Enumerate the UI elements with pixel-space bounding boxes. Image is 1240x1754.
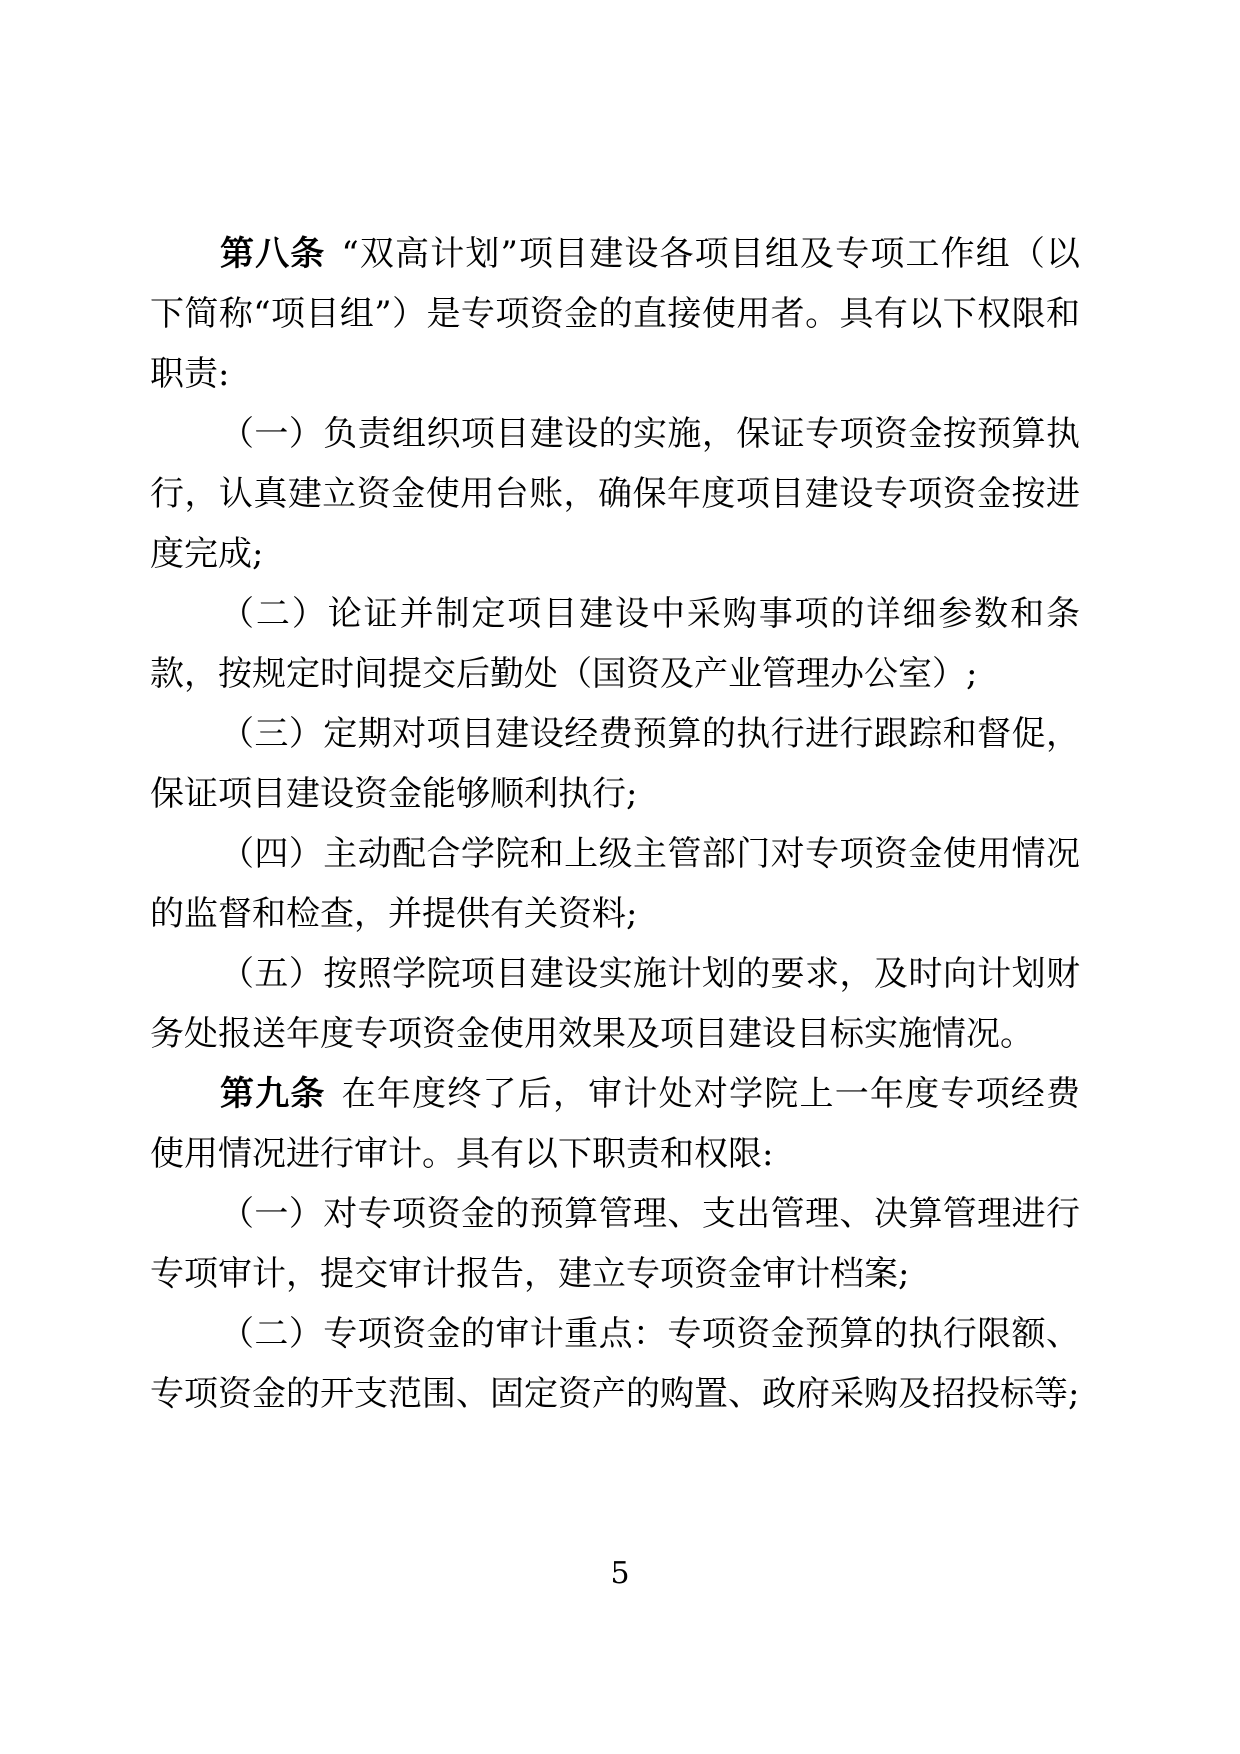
- page-number: 5: [610, 1556, 630, 1591]
- article-9-clause-2: [150, 1304, 1080, 1424]
- article-8-clause-2: [150, 584, 1080, 704]
- article-8-clause-1: [150, 404, 1080, 584]
- article-8-clause-5-text: （五）按照学院项目建设实施计划的要求，及时向计划财务处报送年度专项资金使用效果及项目建设目标实施情况。: [150, 954, 1080, 1054]
- article-8-clause-4: [150, 824, 1080, 944]
- article-8-clause-1-text: （一）负责组织项目建设的实施，保证专项资金按预算执行，认真建立资金使用台账，确保年度项目建设专项资金按进度完成;: [150, 414, 1080, 574]
- article-8-clause-3: [150, 704, 1080, 824]
- article-8-clause-4-text: （四）主动配合学院和上级主管部门对专项资金使用情况的监督和检查，并提供有关资料;: [150, 834, 1080, 934]
- article-9-clause-2-text: （二）专项资金的审计重点：专项资金预算的执行限额、专项资金的开支范围、固定资产的购置、政府采购及招投标等;: [150, 1314, 1080, 1414]
- paragraph-article-8: [150, 224, 1080, 404]
- article-9-text: 在年度终了后，审计处对学院上一年度专项经费使用情况进行审计。具有以下职责和权限:: [150, 1074, 1081, 1174]
- article-8-text: “双高计划”项目建设各项目组及专项工作组（以下简称“项目组”）是专项资金的直接使用者。具有以下权限和职责:: [150, 234, 1080, 394]
- article-9-clause-1-text: （一）对专项资金的预算管理、支出管理、决算管理进行专项审计，提交审计报告，建立专项资金审计档案;: [150, 1194, 1080, 1294]
- paragraph-article-9: [150, 1064, 1080, 1184]
- article-8-clause-3-text: （三）定期对项目建设经费预算的执行进行跟踪和督促，保证项目建设资金能够顺利执行;: [150, 714, 1080, 814]
- article-8-heading: 第八条: [220, 234, 326, 274]
- article-9-heading: 第九条: [220, 1074, 326, 1114]
- document-content: [150, 224, 1080, 1424]
- article-9-clause-1: [150, 1184, 1080, 1304]
- article-8-clause-5: [150, 944, 1080, 1064]
- article-8-clause-2-text: （二）论证并制定项目建设中采购事项的详细参数和条款，按规定时间提交后勤处（国资及产业管理办公室）;: [150, 594, 1080, 694]
